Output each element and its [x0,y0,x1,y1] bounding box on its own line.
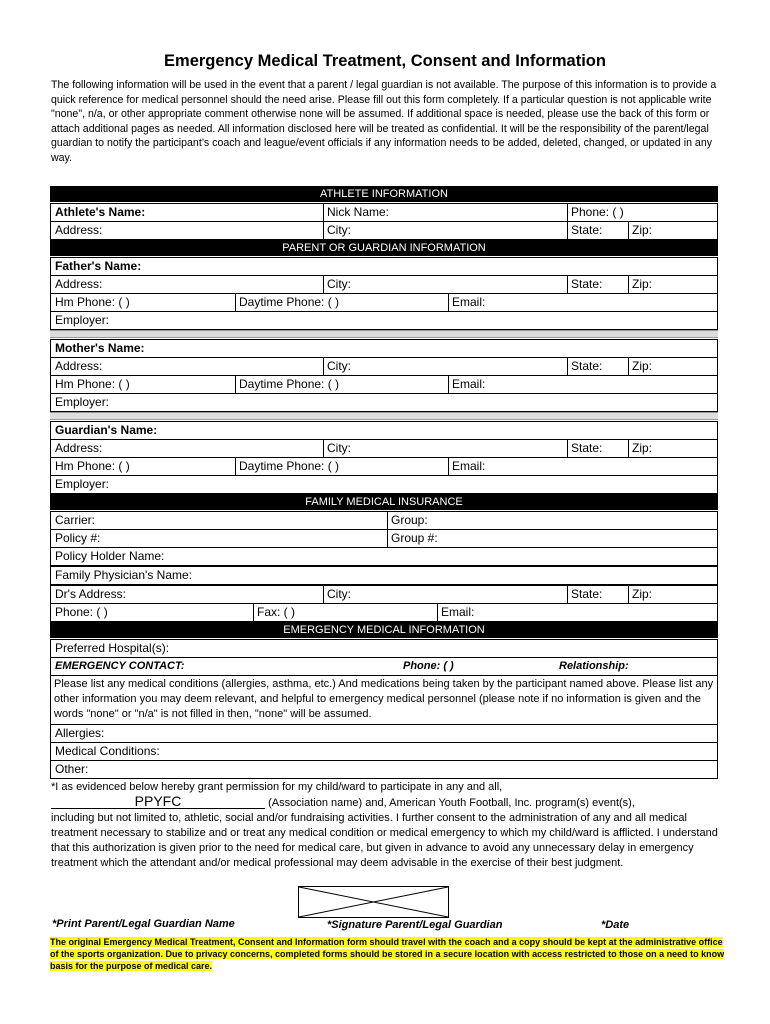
intro-paragraph: The following information will be used in the event that a parent / legal guardian is not available. The purpose of this information is to provide a quick reference for medical personnel should the need arise. Please fill out this form completely. If a particular question is not applicable write "none", n/a, or other appropriate comment otherwise none will be assumed. If additional space is needed, please use the back of this form or attach additional pages as needed. All information disclosed here will be treated as confidential. It will be the responsibility of the parent/legal guardian to notify the participant’s coach and league/event officials if any information needs to be added, deleted, changed, or updated in any way. [51,79,717,164]
preferred-hospital-field[interactable]: Preferred Hospital(s): [55,641,170,655]
dr-phone-field[interactable]: Phone: ( ) [55,605,108,619]
print-name-label: *Print Parent/Legal Guardian Name [52,918,235,930]
date-label: *Date [601,919,630,931]
association-name-field[interactable]: PPYFC [51,795,265,809]
guardian-city-field[interactable]: City: [327,441,351,455]
nick-name-field[interactable]: Nick Name: [327,205,390,219]
athlete-name-field[interactable]: Athlete's Name: [55,205,146,219]
guardian-phone-row [50,457,718,476]
father-address-row [50,275,718,294]
divider [50,412,718,420]
father-email-field[interactable]: Email: [452,295,486,309]
policy-number-field[interactable]: Policy #: [55,531,101,545]
father-address-field[interactable]: Address: [55,277,103,291]
policy-row [50,529,718,548]
mother-hm-phone-field[interactable]: Hm Phone: ( ) [55,377,130,391]
guardian-address-row [50,439,718,458]
athlete-address-field[interactable]: Address: [55,223,103,237]
mother-address-field[interactable]: Address: [55,359,103,373]
dr-state-field[interactable]: State: [571,587,603,601]
carrier-field[interactable]: Carrier: [55,513,96,527]
father-name-field[interactable]: Father's Name: [55,259,142,273]
emergency-phone-field[interactable]: Phone: ( ) [403,660,454,672]
signature-box[interactable] [298,886,449,918]
consent-line-2: PPYFC (Association name) and, American Youth Football, Inc. program(s) event(s), [51,795,719,811]
dr-zip-field[interactable]: Zip: [632,587,653,601]
mother-name-field[interactable]: Mother's Name: [55,341,145,355]
policy-holder-row [50,547,718,566]
guardian-name-field[interactable]: Guardian's Name: [55,423,158,437]
guardian-address-field[interactable]: Address: [55,441,103,455]
mother-city-field[interactable]: City: [327,359,351,373]
carrier-row [50,511,718,530]
mother-name-row [50,339,718,358]
section-athlete-header: ATHLETE INFORMATION [50,186,718,202]
father-daytime-phone-field[interactable]: Daytime Phone: ( ) [239,295,340,309]
guardian-hm-phone-field[interactable]: Hm Phone: ( ) [55,459,130,473]
section-emergency-header: EMERGENCY MEDICAL INFORMATION [50,622,718,638]
footer-note: The original Emergency Medical Treatment, Consent and Information form should travel with the coach and a copy should be kept at the administrative office of the sports organization. Due to privacy concerns, completed forms should be stored in a secure location with access restricted to those on a need to know basis for the purpose of medical care. [50,937,725,971]
dr-city-field[interactable]: City: [327,587,351,601]
athlete-city-field[interactable]: City: [327,223,351,237]
father-phone-row [50,293,718,312]
other-row [50,760,718,779]
hospital-row [50,639,718,658]
consent-paragraph [51,780,719,871]
guardian-employer-field[interactable]: Employer: [55,477,110,491]
father-city-field[interactable]: City: [327,277,351,291]
allergies-field[interactable]: Allergies: [55,726,105,740]
father-employer-field[interactable]: Employer: [55,313,110,327]
physician-name-field[interactable]: Family Physician's Name: [55,568,192,582]
medical-instructions: Please list any medical conditions (allergies, asthma, etc.) And medications being taken by the participant named above. Please list any other information you may deem relevant, and helpful to emergency medical personnel (please note if no information is given and the words "none" or "n/a" is not filled in then, "none" will be assumed. [54,678,714,720]
conditions-row [50,742,718,761]
mother-email-field[interactable]: Email: [452,377,486,391]
father-hm-phone-field[interactable]: Hm Phone: ( ) [55,295,130,309]
athlete-name-row [50,203,718,222]
policy-holder-field[interactable]: Policy Holder Name: [55,549,165,563]
relationship-field[interactable]: Relationship: [559,660,629,672]
guardian-name-row [50,421,718,440]
guardian-employer-row [50,475,718,494]
mother-employer-field[interactable]: Employer: [55,395,110,409]
dr-address-field[interactable]: Dr's Address: [55,587,126,601]
emergency-contact-row [50,657,718,676]
mother-daytime-phone-field[interactable]: Daytime Phone: ( ) [239,377,340,391]
divider [50,330,718,338]
father-employer-row [50,311,718,330]
athlete-state-field[interactable]: State: [571,223,603,237]
form-title: Emergency Medical Treatment, Consent and Information [164,52,606,70]
guardian-zip-field[interactable]: Zip: [632,441,653,455]
guardian-email-field[interactable]: Email: [452,459,486,473]
physician-row [50,566,718,585]
other-field[interactable]: Other: [55,762,89,776]
allergies-row [50,724,718,743]
dr-phone-row [50,603,718,622]
mother-zip-field[interactable]: Zip: [632,359,653,373]
father-name-row [50,257,718,276]
dr-fax-field[interactable]: Fax: ( ) [257,605,295,619]
mother-state-field[interactable]: State: [571,359,603,373]
dr-email-field[interactable]: Email: [441,605,475,619]
signature-cross-icon [299,887,448,917]
guardian-state-field[interactable]: State: [571,441,603,455]
guardian-daytime-phone-field[interactable]: Daytime Phone: ( ) [239,459,340,473]
group-number-field[interactable]: Group #: [391,531,438,545]
mother-phone-row [50,375,718,394]
signature-label: *Signature Parent/Legal Guardian [327,919,503,931]
consent-line-1: *I as evidenced below hereby grant permission for my child/ward to participate in any and all, [51,781,503,793]
dr-address-row [50,585,718,604]
emergency-contact-field[interactable]: EMERGENCY CONTACT: [55,660,185,672]
mother-employer-row [50,393,718,412]
athlete-phone-field[interactable]: Phone: ( ) [571,205,624,219]
mother-address-row [50,357,718,376]
section-parent-header: PARENT OR GUARDIAN INFORMATION [50,240,718,256]
consent-body: including but not limited to, athletic, social and/or fundraising activities. I further consent to the administration of any and all medical treatment necessary to stabilize and or treat any medical condition or medical emergency to which my child/ward is afflicted. I understand that this authorization is given prior to the need for medical care, but given in advance to avoid any unnecessary delay in emergency treatment which the attendant and/or medical professional may deem advisable in the exercise of their best judgment. [51,812,718,869]
section-insurance-header: FAMILY MEDICAL INSURANCE [50,494,718,510]
athlete-zip-field[interactable]: Zip: [632,223,653,237]
father-state-field[interactable]: State: [571,277,603,291]
medical-conditions-field[interactable]: Medical Conditions: [55,744,160,758]
father-zip-field[interactable]: Zip: [632,277,653,291]
group-field[interactable]: Group: [391,513,428,527]
athlete-address-row [50,221,718,240]
